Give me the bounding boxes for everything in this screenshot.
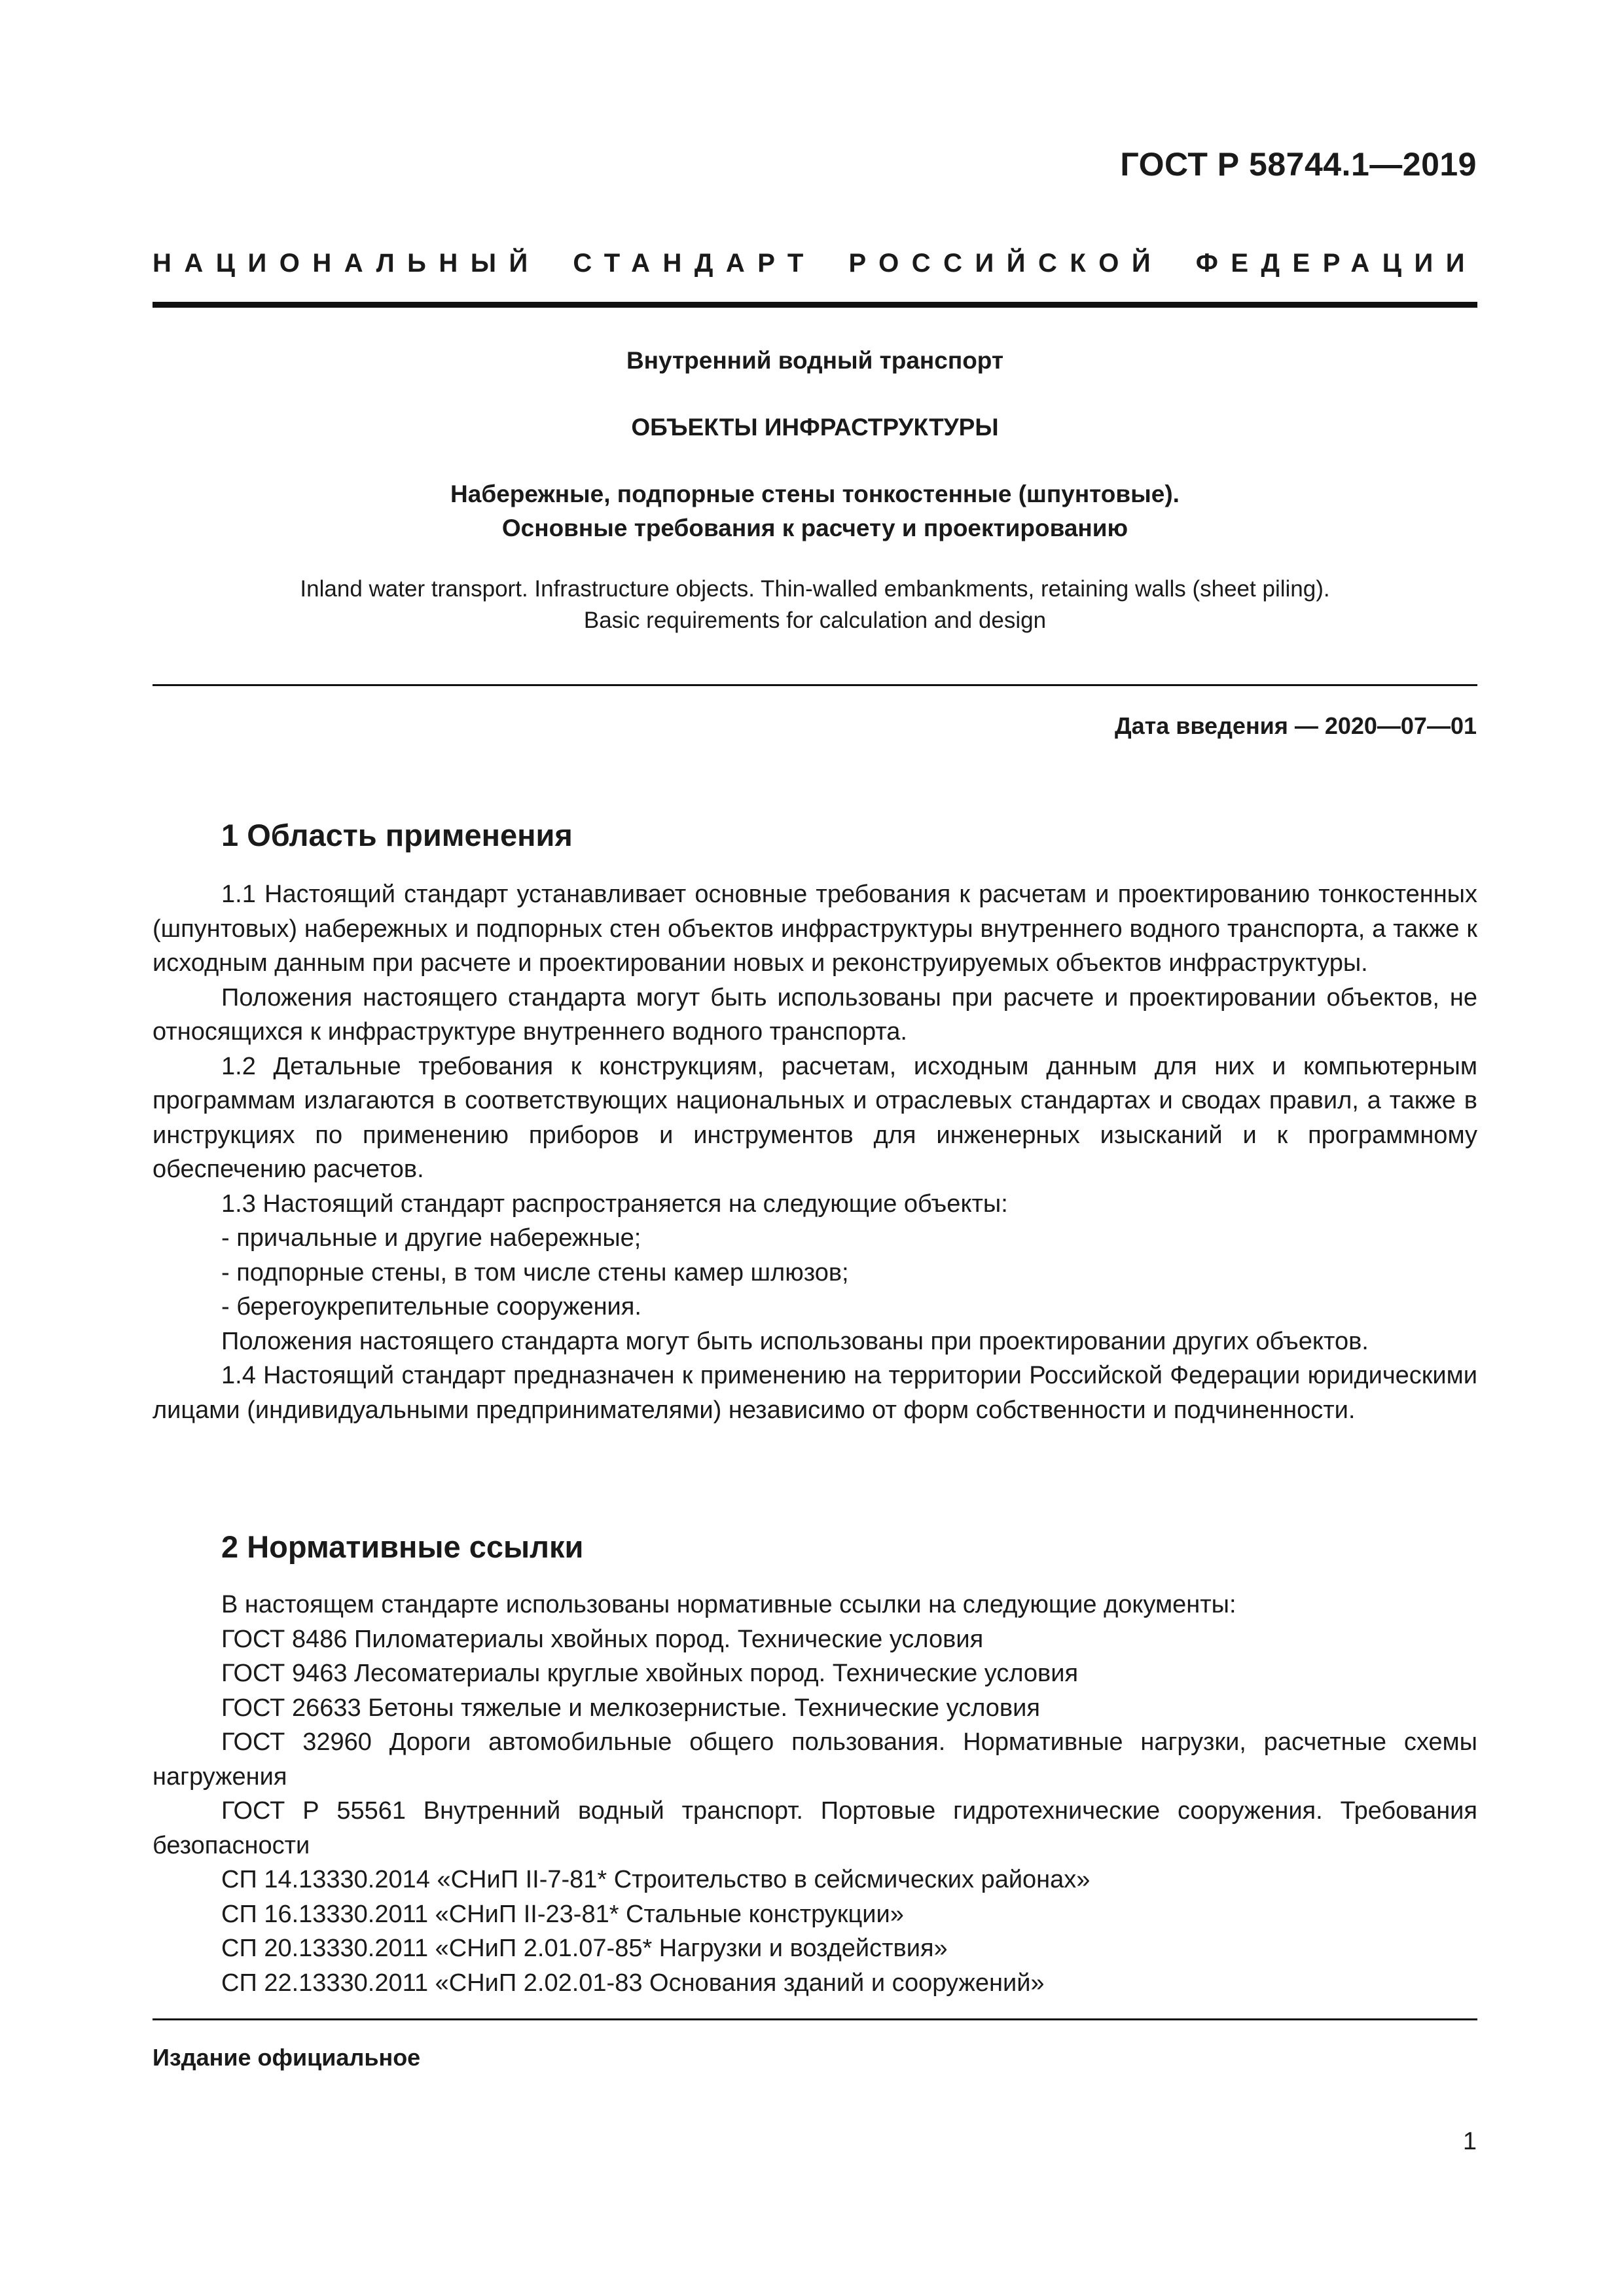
section-2-heading: 2 Нормативные ссылки <box>221 1529 584 1564</box>
national-standard-title: НАЦИОНАЛЬНЫЙ СТАНДАРТ РОССИЙСКОЙ ФЕДЕРАЦИИ <box>153 249 1477 278</box>
reference-item: ГОСТ 32960 Дороги автомобильные общего пользования. Нормативные нагрузки, расчетные схемы нагружения <box>153 1728 1477 1791</box>
footer-rule <box>153 2018 1477 2020</box>
paragraph-1-4: 1.4 Настоящий стандарт предназначен к применению на территории Российской Федерации юридическими лицами (индивидуальными предпринимателями) независимо от форм собственности и подчиненности. <box>153 1362 1477 1424</box>
introduction-date: Дата введения — 2020—07—01 <box>1114 712 1477 739</box>
list-item: - берегоукрепительные сооружения. <box>221 1293 641 1321</box>
standard-category: Внутренний водный транспорт <box>626 347 1004 374</box>
standard-subject: ОБЪЕКТЫ ИНФРАСТРУКТУРЫ <box>631 414 999 441</box>
reference-item: ГОСТ Р 55561 Внутренний водный транспорт. Портовые гидротехнические сооружения. Требования безопасности <box>153 1797 1477 1859</box>
reference-item: ГОСТ 26633 Бетоны тяжелые и мелкозернистые. Технические условия <box>221 1694 1040 1722</box>
list-item: - подпорные стены, в том числе стены камер шлюзов; <box>221 1258 849 1286</box>
standard-title-en <box>153 574 1477 636</box>
paragraph-1-3: 1.3 Настоящий стандарт распространяется на следующие объекты: <box>221 1190 1008 1218</box>
paragraph-1-1: 1.1 Настоящий стандарт устанавливает основные требования к расчетам и проектированию тонкостенных (шпунтовых) набережных и подпорных стен объектов инфраструктуры внутреннего водного транспорта, а также к исходным данным при расчете и проектировании новых и реконструируемых объектов инфраструктуры. <box>153 881 1477 977</box>
standard-title-ru <box>153 477 1477 545</box>
section-2-body <box>153 1588 1477 2000</box>
section-1-heading: 1 Область применения <box>221 818 573 852</box>
paragraph-1-3-note: Положения настоящего стандарта могут быть использованы при проектировании других объектов. <box>221 1327 1369 1355</box>
reference-item: СП 22.13330.2011 «СНиП 2.02.01-83 Основания зданий и сооружений» <box>221 1969 1045 1997</box>
standard-title-en-line-2: Basic requirements for calculation and design <box>583 608 1047 633</box>
page-number: 1 <box>1462 2128 1477 2155</box>
reference-item: ГОСТ 9463 Лесоматериалы круглые хвойных пород. Технические условия <box>221 1660 1079 1687</box>
section-1-body <box>153 877 1477 1427</box>
reference-item: ГОСТ 8486 Пиломатериалы хвойных пород. Технические условия <box>221 1625 984 1653</box>
standard-title-line-2: Основные требования к расчету и проектированию <box>501 515 1128 541</box>
reference-item: СП 14.13330.2014 «СНиП II-7-81* Строительство в сейсмических районах» <box>221 1866 1091 1893</box>
official-edition-label: Издание официальное <box>153 2044 421 2071</box>
document-number: ГОСТ Р 58744.1—2019 <box>1120 146 1477 183</box>
standard-title-en-line-1: Inland water transport. Infrastructure objects. Thin-walled embankments, retaining walls (sheet piling). <box>300 576 1330 602</box>
paragraph-1-1-note: Положения настоящего стандарта могут быть использованы при расчете и проектировании объектов, не относящихся к инфраструктуре внутреннего водного транспорта. <box>153 983 1477 1046</box>
reference-item: СП 16.13330.2011 «СНиП II-23-81* Стальные конструкции» <box>221 1900 904 1928</box>
list-item: - причальные и другие набережные; <box>221 1224 641 1252</box>
reference-item: СП 20.13330.2011 «СНиП 2.01.07-85* Нагрузки и воздействия» <box>221 1935 948 1962</box>
title-rule <box>153 684 1477 686</box>
paragraph-1-2: 1.2 Детальные требования к конструкциям, расчетам, исходным данным для них и компьютерным программам излагаются в соответствующих национальных и отраслевых стандартах и сводах правил, а также в инструкциях по применению приборов и инструментов для инженерных изысканий и к программному обеспечению расчетов. <box>153 1052 1477 1183</box>
references-intro: В настоящем стандарте использованы нормативные ссылки на следующие документы: <box>221 1591 1236 1618</box>
header-rule <box>153 302 1477 308</box>
standard-title-line-1: Набережные, подпорные стены тонкостенные (шпунтовые). <box>450 481 1180 507</box>
